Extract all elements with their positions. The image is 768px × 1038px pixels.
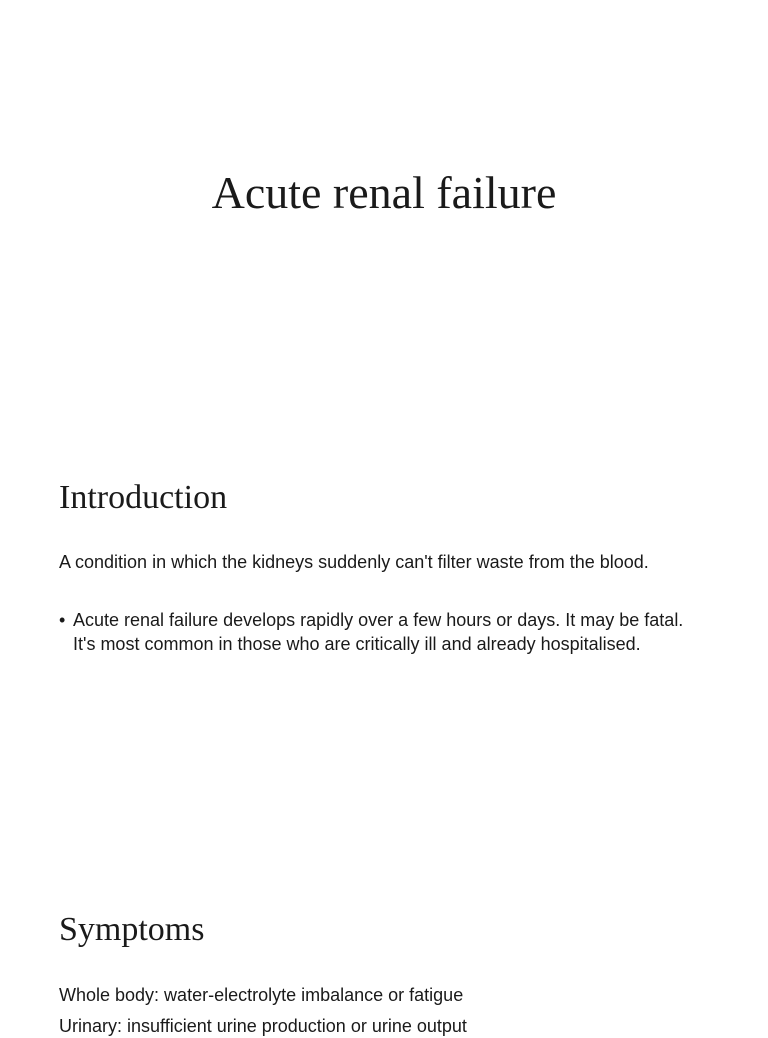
symptoms-heading: Symptoms bbox=[59, 911, 205, 948]
presentation-title: Acute renal failure bbox=[211, 167, 557, 218]
introduction-paragraph: A condition in which the kidneys suddenly can't filter waste from the blood. bbox=[59, 552, 649, 572]
introduction-slide bbox=[0, 432, 768, 864]
bullet-item bbox=[59, 608, 699, 656]
bullet-text: Acute renal failure develops rapidly over a few hours or days. It may be fatal. It's most common in those who are critically ill and already hospitalised. bbox=[73, 610, 684, 654]
symptom-whole-body: Whole body: water-electrolyte imbalance or fatigue bbox=[59, 985, 464, 1005]
bullet-icon: • bbox=[59, 610, 66, 630]
symptom-urinary: Urinary: insufficient urine production or urine output bbox=[59, 1016, 467, 1036]
title-slide bbox=[0, 0, 768, 432]
introduction-heading: Introduction bbox=[59, 479, 228, 516]
symptoms-slide bbox=[0, 864, 768, 1036]
